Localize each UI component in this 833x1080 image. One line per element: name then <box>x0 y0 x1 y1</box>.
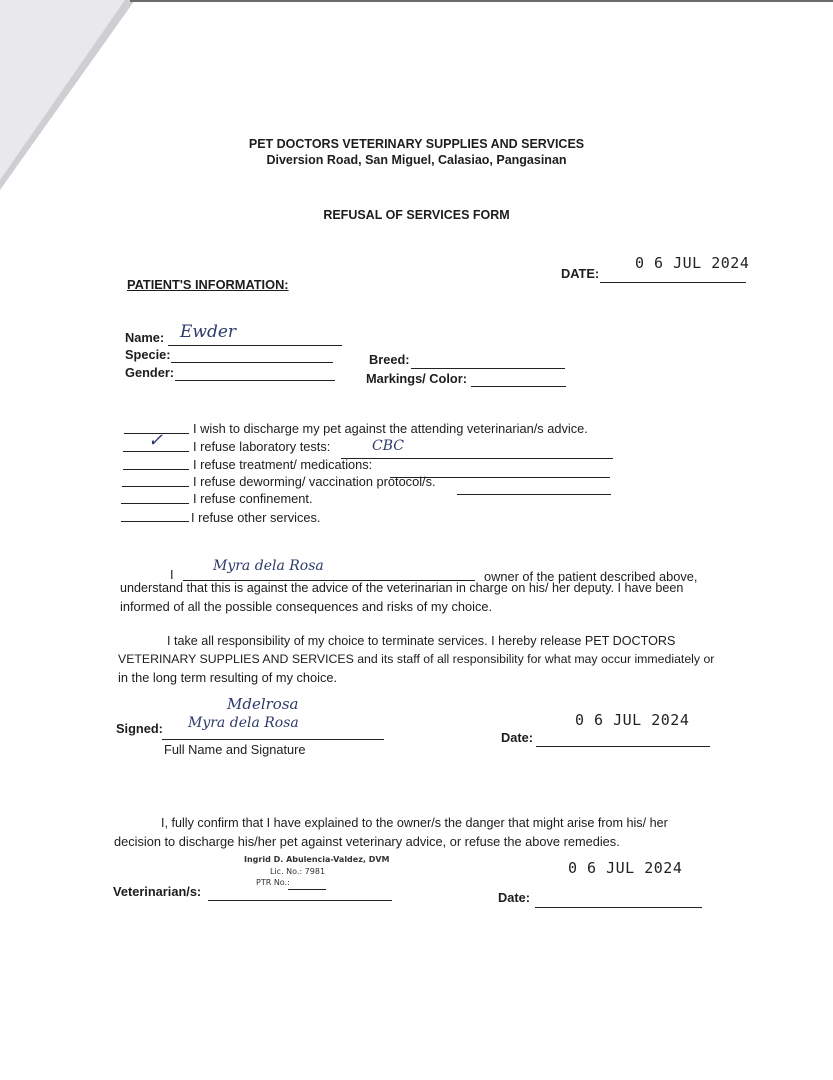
vet-ptr-stamp: PTR No.: <box>256 878 290 887</box>
name-label: Name: <box>125 330 165 345</box>
page-top-edge <box>130 0 833 2</box>
signed-label: Signed: <box>116 721 163 736</box>
refusal-blank-4[interactable] <box>122 486 189 487</box>
responsibility-line2: VETERINARY SUPPLIES AND SERVICES and its staff of all responsibility for what may occur immediately or <box>118 652 715 666</box>
owner-date-line[interactable] <box>536 746 710 747</box>
owner-date-label: Date: <box>501 730 533 745</box>
vet-signature-line[interactable] <box>208 900 392 901</box>
vet-license-stamp: Lic. No.: 7981 <box>270 867 326 876</box>
clinic-name: PET DOCTORS VETERINARY SUPPLIES AND SERVICES <box>248 137 585 151</box>
refusal-detail-line-4[interactable] <box>457 494 611 495</box>
refusal-text-1: I wish to discharge my pet against the attending veterinarian/s advice. <box>193 421 588 436</box>
vet-date-label: Date: <box>498 890 530 905</box>
signature-caption: Full Name and Signature <box>164 742 306 757</box>
date-stamp: 0 6 JUL 2024 <box>635 254 750 272</box>
refusal-blank-2[interactable] <box>123 451 189 452</box>
vet-name-stamp: Ingrid D. Abulencia-Valdez, DVM <box>244 855 390 864</box>
owner-statement-line2: understand that this is against the advice of the veterinarian in charge on his/ her deputy. I have been <box>120 581 684 595</box>
owner-suffix: owner of the patient described above, <box>484 569 698 584</box>
markings-line[interactable] <box>471 386 566 387</box>
responsibility-line1: I take all responsibility of my choice to terminate services. I hereby release PET DOCTORS <box>167 634 676 648</box>
gender-label: Gender: <box>125 365 175 380</box>
name-value: Ewder <box>180 322 237 342</box>
breed-line[interactable] <box>411 368 565 369</box>
date-line[interactable] <box>600 282 746 283</box>
patient-info-heading: PATIENT'S INFORMATION: <box>127 277 289 292</box>
vet-date-stamp: 0 6 JUL 2024 <box>568 859 683 877</box>
refusal-text-4: I refuse deworming/ vaccination protocol/s. <box>193 474 436 489</box>
vet-ptr-line[interactable] <box>288 889 326 890</box>
refusal-blank-5[interactable] <box>121 503 189 504</box>
refusal-detail-line-2[interactable] <box>341 458 613 459</box>
vet-date-line[interactable] <box>535 907 702 908</box>
refusal-check-2: ✓ <box>148 430 164 451</box>
refusal-detail-2: CBC <box>372 438 404 454</box>
refusal-text-2: I refuse laboratory tests: <box>193 439 331 454</box>
name-line[interactable] <box>168 345 342 346</box>
owner-date-stamp: 0 6 JUL 2024 <box>575 711 690 729</box>
owner-prefix: I <box>170 567 174 582</box>
refusal-blank-6[interactable] <box>121 521 189 522</box>
responsibility-line3: in the long term resulting of my choice. <box>118 670 338 685</box>
markings-label: Markings/ Color: <box>366 371 467 386</box>
refusal-text-3: I refuse treatment/ medications: <box>193 457 373 472</box>
vet-confirm-line2: decision to discharge his/her pet against veterinary advice, or refuse the above remedies. <box>114 834 620 849</box>
owner-signature: Mdelrosa <box>227 695 299 713</box>
owner-printed-name: Myra dela Rosa <box>188 715 299 731</box>
refusal-blank-3[interactable] <box>123 469 189 470</box>
breed-label: Breed: <box>369 352 410 367</box>
vet-confirm-line1: I, fully confirm that I have explained to the owner/s the danger that might arise from his/ her <box>161 816 668 830</box>
clinic-address: Diversion Road, San Miguel, Calasiao, Pangasinan <box>266 153 567 167</box>
specie-line[interactable] <box>171 362 333 363</box>
date-label: DATE: <box>561 266 600 281</box>
owner-statement-line3: informed of all the possible consequences and risks of my choice. <box>120 599 493 614</box>
form-title: REFUSAL OF SERVICES FORM <box>323 208 510 222</box>
specie-label: Specie: <box>125 347 171 362</box>
vet-label: Veterinarian/s: <box>113 884 202 899</box>
refusal-text-5: I refuse confinement. <box>193 491 313 506</box>
owner-name: Myra dela Rosa <box>213 558 324 574</box>
refusal-text-6: I refuse other services. <box>191 510 321 525</box>
gender-line[interactable] <box>175 380 335 381</box>
signature-line[interactable] <box>162 739 384 740</box>
